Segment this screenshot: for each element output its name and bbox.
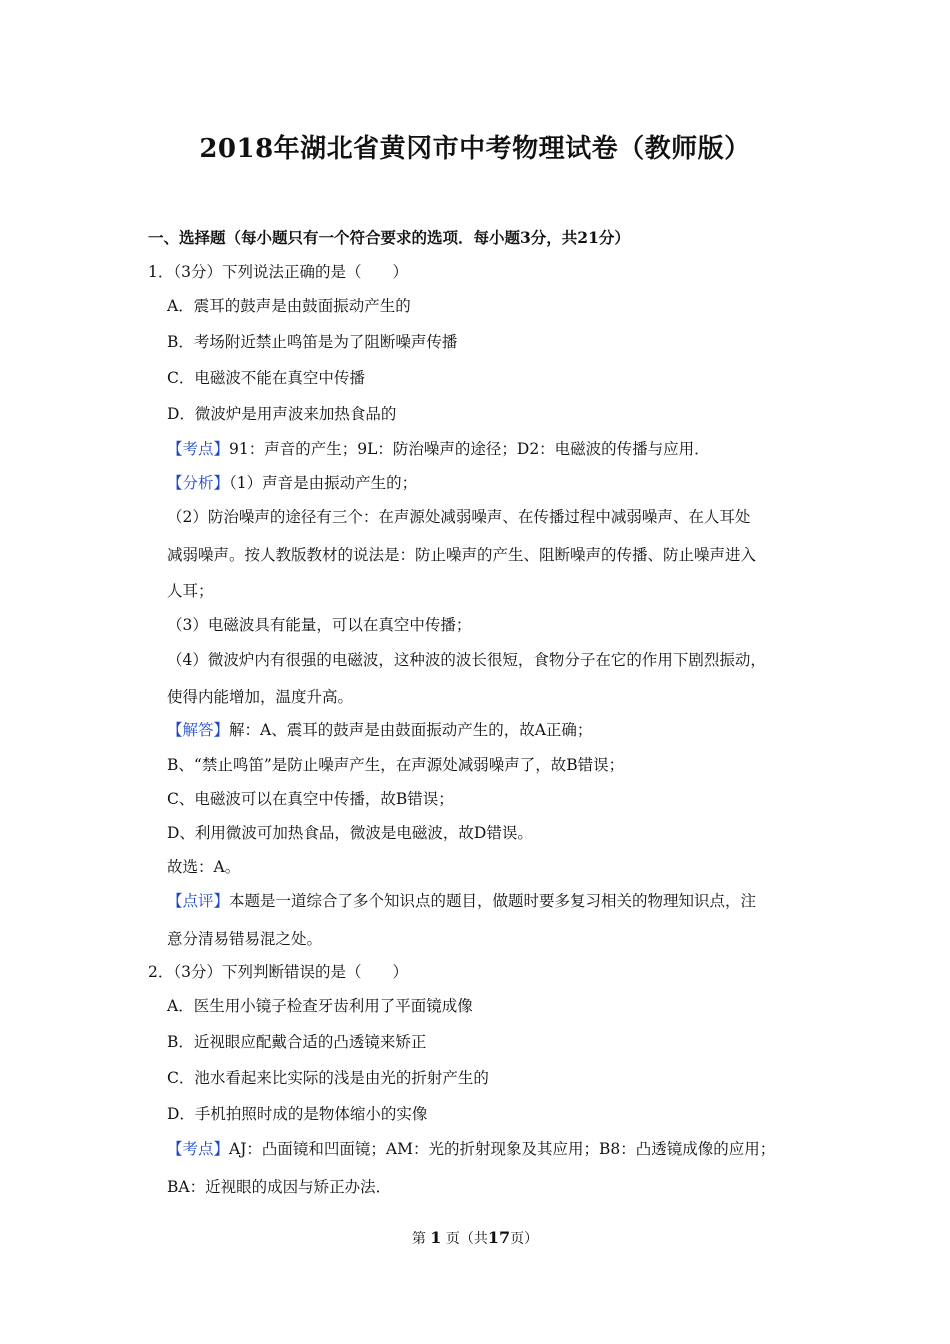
question-1-stem: 1．（3分）下列说法正确的是（ ）: [148, 263, 408, 281]
dianping-line: 意分清易错易混之处。: [167, 930, 323, 948]
jieda-line: B、“禁止鸣笛”是防止噪声产生，在声源处减弱噪声了，故B错误；: [167, 756, 625, 774]
q2-option-b: B．近视眼应配戴合适的凸透镜来矫正: [167, 1033, 427, 1051]
footer-mid: 页（共: [445, 1231, 488, 1247]
fenxi-text: （1）声音是由振动产生的；: [229, 474, 418, 492]
q2-kaodian: [167, 1139, 775, 1159]
kaodian-text: AJ：凸面镜和凹面镜；AM：光的折射现象及其应用；B8：凸透镜成像的应用；: [229, 1140, 776, 1158]
fenxi-line: （4）微波炉内有很强的电磁波，这种波的波长很短，食物分子在它的作用下剧烈振动，: [167, 651, 766, 669]
fenxi-line: 人耳；: [167, 582, 214, 600]
q2-option-a: A．医生用小镜子检查牙齿利用了平面镜成像: [167, 997, 473, 1015]
footer-total-pages: 17: [487, 1228, 511, 1247]
footer-pre: 第: [411, 1231, 426, 1247]
dianping-tag: 【点评】: [167, 892, 230, 910]
kaodian-tag: 【考点】: [167, 440, 230, 458]
fenxi-line: 减弱噪声。按人教版教材的说法是：防止噪声的产生、阻断噪声的传播、防止噪声进入: [167, 546, 757, 564]
fenxi-tag: 【分析】: [167, 474, 230, 492]
jieda-line: D、利用微波可加热食品，微波是电磁波，故D错误。: [167, 824, 533, 842]
document-title: 2018年湖北省黄冈市中考物理试卷（教师版）: [199, 134, 751, 164]
footer-post: 页）: [510, 1231, 539, 1247]
q1-option-c: C．电磁波不能在真空中传播: [167, 369, 365, 387]
dianping-text: 本题是一道综合了多个知识点的题目，做题时要多复习相关的物理知识点，注: [229, 892, 757, 910]
q1-option-d: D．微波炉是用声波来加热食品的: [167, 405, 397, 423]
q1-jieda: [167, 720, 592, 740]
q1-dianping: [167, 891, 756, 911]
q1-kaodian: [167, 439, 710, 459]
fenxi-line: （3）电磁波具有能量，可以在真空中传播；: [167, 616, 472, 634]
question-2-stem: 2．（3分）下列判断错误的是（ ）: [148, 963, 408, 981]
footer-page-number: 1: [430, 1228, 442, 1247]
kaodian-text: 91：声音的产生；9L：防治噪声的途径；D2：电磁波的传播与应用．: [229, 440, 710, 458]
kaodian-tag: 【考点】: [167, 1140, 230, 1158]
jieda-text: 解：A、震耳的鼓声是由鼓面振动产生的，故A正确；: [229, 721, 593, 739]
section-heading: 一、选择题（每小题只有一个符合要求的选项．每小题3分，共21分）: [148, 228, 630, 247]
q2-option-d: D．手机拍照时成的是物体缩小的实像: [167, 1105, 428, 1123]
jieda-line: C、电磁波可以在真空中传播，故B错误；: [167, 790, 454, 808]
kaodian-line: BA：近视眼的成因与矫正办法．: [167, 1178, 392, 1196]
q2-option-c: C．池水看起来比实际的浅是由光的折射产生的: [167, 1069, 489, 1087]
jieda-line: 故选：A。: [167, 858, 241, 876]
q1-option-a: A．震耳的鼓声是由鼓面振动产生的: [167, 297, 411, 315]
q1-fenxi: [167, 473, 417, 493]
fenxi-line: 使得内能增加，温度升高。: [167, 688, 354, 706]
jieda-tag: 【解答】: [167, 721, 230, 739]
page-footer: [0, 1228, 950, 1248]
q1-option-b: B．考场附近禁止鸣笛是为了阻断噪声传播: [167, 333, 458, 351]
fenxi-line: （2）防治噪声的途径有三个：在声源处减弱噪声、在传播过程中减弱噪声、在人耳处: [167, 508, 751, 526]
